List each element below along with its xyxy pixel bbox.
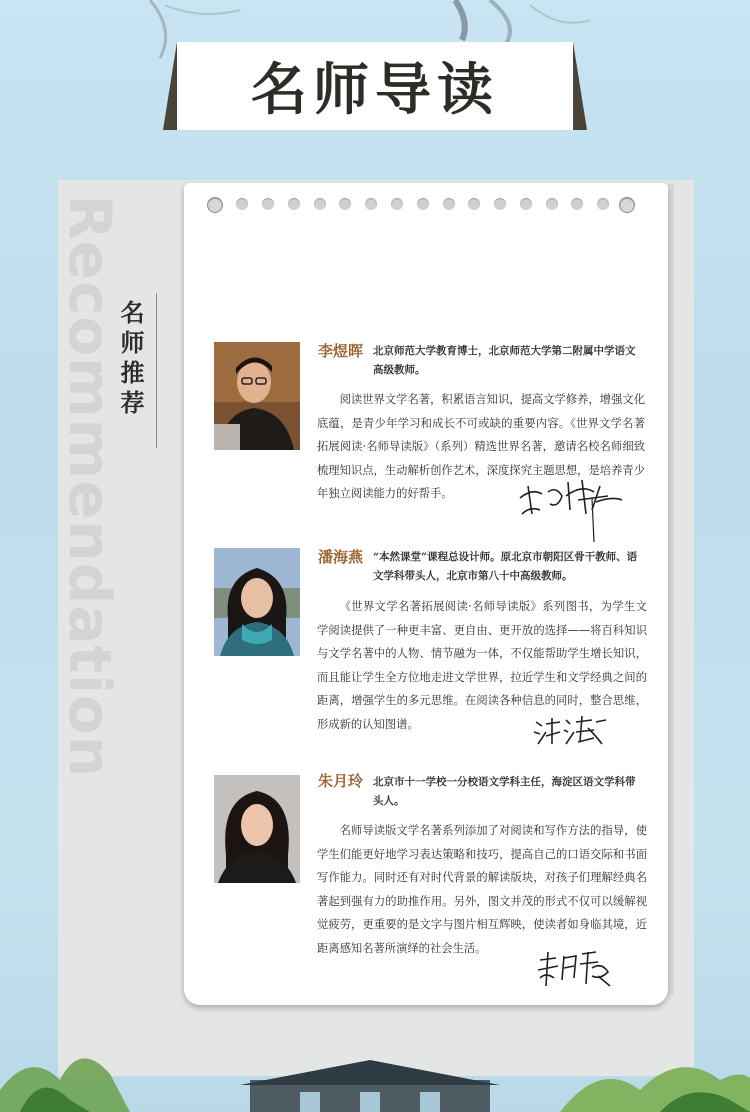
signature-2 [532, 714, 612, 748]
signature-3 [536, 948, 616, 990]
portrait-icon [214, 775, 300, 883]
card-page-edge [668, 183, 674, 995]
signature-1 [512, 470, 642, 545]
recommendation-watermark: Recommendation [56, 195, 124, 779]
binder-hole [236, 198, 248, 210]
side-divider [156, 293, 157, 448]
binder-hole [546, 198, 558, 210]
portrait-icon [214, 548, 300, 656]
teacher-photo-1 [214, 342, 300, 450]
side-section-title: 名师推荐 [116, 300, 144, 420]
page-banner [163, 42, 587, 130]
binder-hole [468, 198, 480, 210]
teacher-name-3: 朱月玲 [318, 772, 364, 790]
portrait-icon [214, 342, 300, 450]
binder-hole [494, 198, 506, 210]
binder-hole [571, 198, 583, 210]
binder-hole [339, 198, 351, 210]
teacher-photo-2 [214, 548, 300, 656]
binder-hole [417, 198, 429, 210]
bottom-scenery-decoration [0, 1030, 750, 1112]
teacher-credentials-1: 北京师范大学教育博士，北京师范大学第二附属中学语文高级教师。 [373, 345, 636, 376]
teacher-comment-3: 名师导读版文学名著系列添加了对阅读和写作方法的指导，使学生们能更好地学习表达策略和技巧，提高自己的口语交际和书面写作能力。同时还有对时代背景的解读版块，对孩子们理解经典名著起到强有力的助推作用。另外，图文并茂的形式不仅可以缓解视觉疲劳，更重要的是文字与图片相互辉映，使读者如身临其境，近距离感知名著所演绎的社会生活。 [317, 824, 647, 955]
teacher-comment-2: 《世界文学名著拓展阅读·名师导读版》系列图书，为学生文学阅读提供了一种更丰富、更自由、更开放的选择——将百科知识与文学名著中的人物、情节融为一体，不仅能帮助学生增长知识，而且能让学生全方位地走进文学世界，拉近学生和文学经典之间的距离，增强学生的多元思维。在阅读各种信息的同时，整合思维，形成新的认知图谱。 [317, 600, 647, 731]
teacher-credentials-2: “本然课堂”课程总设计师。原北京市朝阳区骨干教师、语文学科带头人，北京市第八十中高级教师。 [373, 551, 638, 582]
binder-hole [288, 198, 300, 210]
binder-hole [443, 198, 455, 210]
binder-hole [619, 197, 635, 213]
teacher-credentials-3: 北京市十一学校一分校语文学科主任，海淀区语文学科带头人。 [373, 776, 636, 807]
page-title: 名师导读 [251, 58, 499, 123]
teacher-comment-1: 阅读世界文学名著，积累语言知识，提高文学修养，增强文化底蕴，是青少年学习和成长不可或缺的重要内容。《世界文学名著拓展阅读·名师导读版》（系列）精选世界名著，邀请名校名师细致梳理知识点，生动解析创作艺术，深度探究主题思想，是培养青少年独立阅读能力的好帮手。 [317, 393, 645, 500]
binder-hole [314, 198, 326, 210]
binder-hole [365, 198, 377, 210]
binder-hole [597, 198, 609, 210]
binder-hole [391, 198, 403, 210]
binder-holes [207, 196, 637, 214]
teacher-photo-3 [214, 775, 300, 883]
binder-hole [207, 197, 223, 213]
teacher-name-1: 李煜晖 [318, 342, 364, 360]
binder-hole [262, 198, 274, 210]
binder-hole [520, 198, 532, 210]
teacher-name-2: 潘海燕 [318, 548, 364, 566]
